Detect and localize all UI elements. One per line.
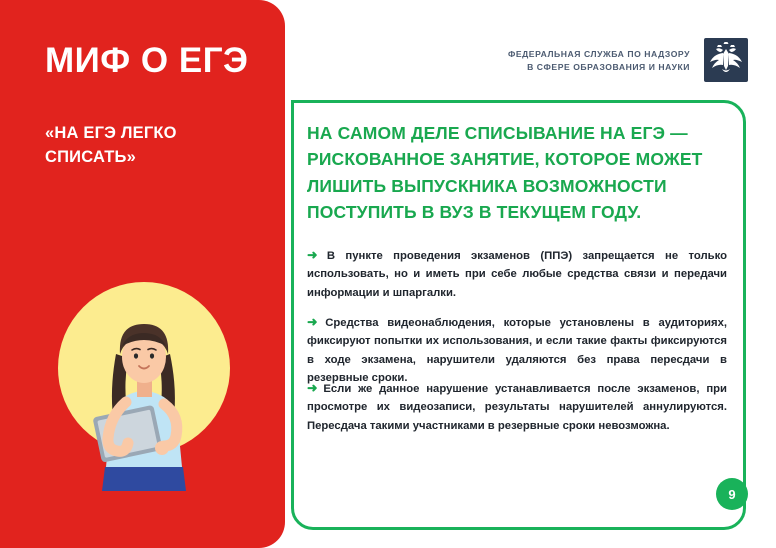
card-paragraph — [307, 378, 727, 435]
arrow-icon: ➜ — [307, 381, 317, 395]
page-title: МИФ О ЕГЭ — [45, 41, 249, 80]
arrow-icon: ➜ — [307, 248, 317, 262]
card-paragraph-text: В пункте проведения экзаменов (ППЭ) запрещается не только использовать, но и иметь при себе любые средства связи и передачи информации и шпаргалки. — [307, 250, 728, 299]
arrow-icon: ➜ — [307, 315, 317, 329]
card-paragraph — [307, 312, 727, 387]
double-headed-eagle-emblem — [704, 38, 748, 82]
agency-line-2: В СФЕРЕ ОБРАЗОВАНИЯ И НАУКИ — [527, 62, 690, 73]
agency-name — [508, 48, 690, 75]
girl-with-tablet-illustration — [58, 282, 230, 497]
agency-line-1: ФЕДЕРАЛЬНАЯ СЛУЖБА ПО НАДЗОРУ — [507, 49, 690, 59]
page-number-badge: 9 — [716, 478, 748, 510]
card-paragraph — [307, 245, 727, 302]
card-paragraph-text: Средства видеонаблюдения, которые установлены в аудиториях, фиксируют попытки их использования, и если такие факты фиксируются в ходе экзамена, нарушители удаляются без права пересдачи в резервные сроки. — [307, 317, 727, 384]
card-heading: НА САМОМ ДЕЛЕ СПИСЫВАНИЕ НА ЕГЭ — РИСКОВАННОЕ ЗАНЯТИЕ, КОТОРОЕ МОЖЕТ ЛИШИТЬ ВЫПУСКНИКА ВОЗМОЖНОСТИ ПОСТУПИТЬ В ВУЗ В ТЕКУЩЕМ ГОДУ. — [307, 123, 703, 222]
girl-with-tablet-figure — [58, 282, 230, 497]
page-subtitle: «НА ЕГЭ ЛЕГКО СПИСАТЬ» — [45, 124, 177, 166]
card-paragraph-text: Если же данное нарушение устанавливается после экзаменов, при просмотре их видеозаписи, результаты нарушителей аннулируются. Пересдача такими участниками в резервные сроки невозможна. — [307, 383, 727, 432]
